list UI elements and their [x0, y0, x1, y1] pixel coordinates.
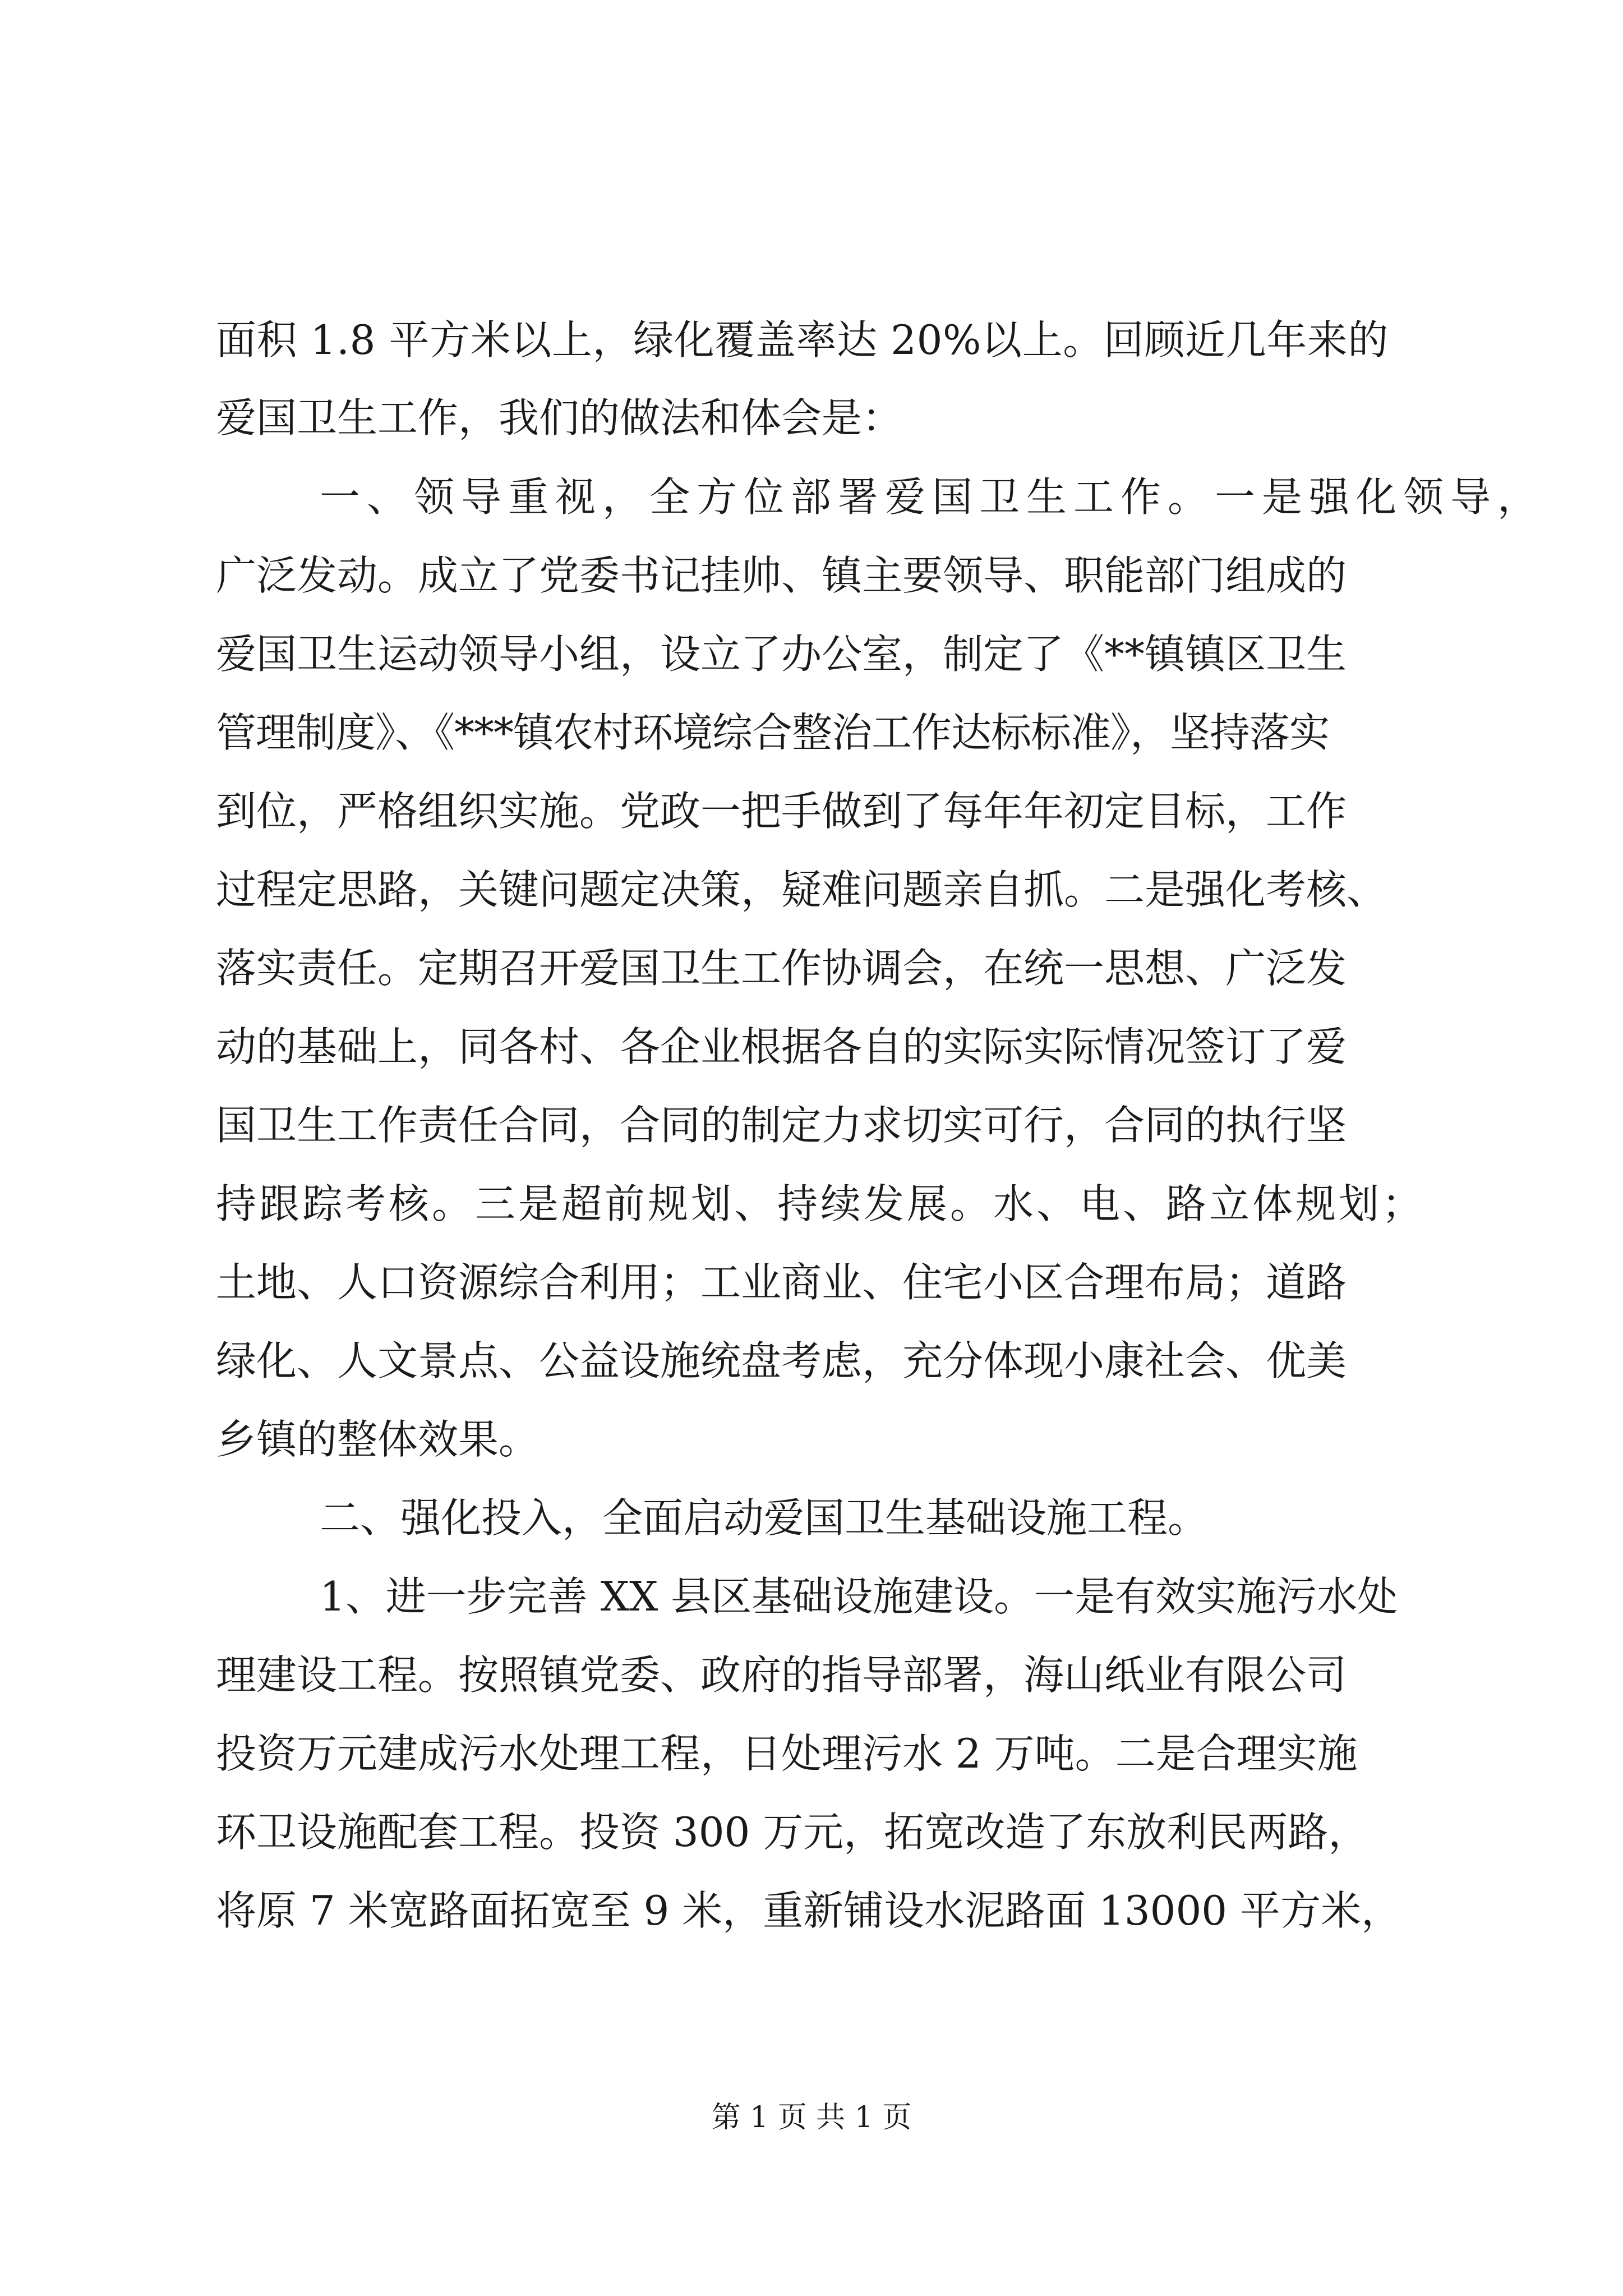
body-line: 理建设工程。按照镇党委、政府的指导部署，海山纸业有限公司 — [216, 1651, 1347, 1699]
body-line: 动的基础上，同各村、各企业根据各自的实际实际情况签订了爱 — [216, 1023, 1347, 1070]
body-line: 乡镇的整体效果。 — [216, 1416, 540, 1463]
body-line: 面积 1.8 平方米以上，绿化覆盖率达 20%以上。回顾近几年来的 — [216, 316, 1389, 364]
body-line: 一、领导重视，全方位部署爱国卫生工作。一是强化领导， — [320, 473, 1545, 521]
body-line: 持跟踪考核。三是超前规划、持续发展。水、电、路立体规划； — [216, 1180, 1426, 1227]
body-line: 国卫生工作责任合同，合同的制定力求切实可行，合同的执行坚 — [216, 1102, 1347, 1149]
body-line: 爱国卫生工作，我们的做法和体会是： — [216, 394, 903, 441]
body-line: 落实责任。定期召开爱国卫生工作协调会，在统一思想、广泛发 — [216, 945, 1347, 992]
body-line: 土地、人口资源综合利用；工业商业、住宅小区合理布局；道路 — [216, 1259, 1347, 1306]
body-line: 二、强化投入，全面启动爱国卫生基础设施工程。 — [320, 1494, 1209, 1542]
body-line: 绿化、人文景点、公益设施统盘考虑，充分体现小康社会、优美 — [216, 1337, 1347, 1384]
body-line: 管理制度》、《***镇农村环境综合整治工作达标标准》，坚持落实 — [216, 709, 1330, 756]
body-line: 到位，严格组织实施。党政一把手做到了每年年初定目标，工作 — [216, 788, 1347, 835]
body-line: 爱国卫生运动领导小组，设立了办公室，制定了《**镇镇区卫生 — [216, 631, 1347, 678]
page-number-footer: 第 1 页 共 1 页 — [711, 2101, 912, 2134]
body-line: 广泛发动。成立了党委书记挂帅、镇主要领导、职能部门组成的 — [216, 552, 1347, 599]
body-line: 将原 7 米宽路面拓宽至 9 米，重新铺设水泥路面 13000 平方米， — [216, 1887, 1401, 1934]
body-line: 环卫设施配套工程。投资 300 万元，拓宽改造了东放利民两路， — [216, 1809, 1369, 1856]
body-line: 过程定思路，关键问题定决策，疑难问题亲自抓。二是强化考核、 — [216, 866, 1387, 913]
body-line: 1、进一步完善 XX 县区基础设施建设。一是有效实施污水处 — [320, 1573, 1398, 1620]
body-line: 投资万元建成污水处理工程，日处理污水 2 万吨。二是合理实施 — [216, 1730, 1358, 1777]
